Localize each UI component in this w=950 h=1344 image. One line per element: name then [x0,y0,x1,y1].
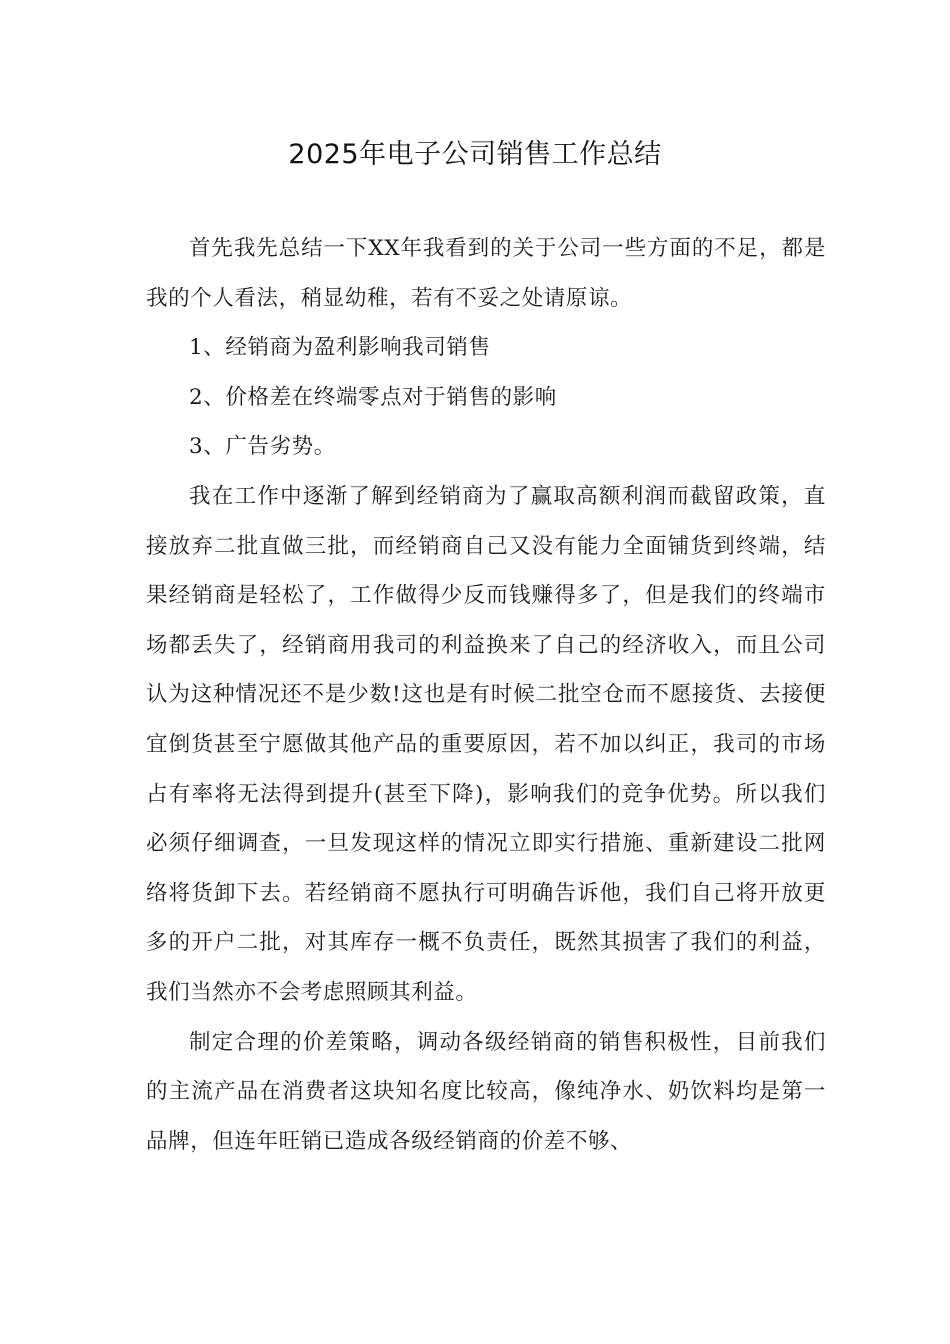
document-title: 2025年电子公司销售工作总结 [288,139,662,170]
list-item-1: 1、经销商为盈利影响我司销售 [189,335,491,361]
paragraph-intro: 首先我先总结一下XX年我看到的关于公司一些方面的不足，都是我的个人看法，稍显幼稚，若有不妥之处请原谅。 [146,236,826,311]
document-body [146,224,826,1166]
list-item-2: 2、价格差在终端零点对于销售的影响 [189,384,557,410]
list-item-3: 3、广告劣势。 [189,434,336,460]
paragraph-pricing-strategy: 制定合理的价差策略，调动各级经销商的销售积极性，目前我们的主流产品在消费者这块知名度比较高，像纯净水、奶饮料均是第一品牌，但连年旺销已造成各级经销商的价差不够、 [146,1029,826,1154]
paragraph-dealer-issue: 我在工作中逐渐了解到经销商为了赢取高额利润而截留政策，直接放弃二批直做三批，而经销商自己又没有能力全面铺货到终端，结果经销商是轻松了，工作做得少反而钱赚得多了，但是我们的终端市场都丢失了，经销商用我司的利益换来了自己的经济收入，而且公司认为这种情况还不是少数!这也是有时候二批空仓而不愿接货、去接便宜倒货甚至宁愿做其他产品的重要原因，若不加以纠正，我司的市场占有率将无法得到提升(甚至下降)，影响我们的竞争优势。所以我们必须仔细调查，一旦发现这样的情况立即实行措施、重新建设二批网络将货卸下去。若经销商不愿执行可明确告诉他，我们自己将开放更多的开户二批，对其库存一概不负责任，既然其损害了我们的利益，我们当然亦不会考虑照顾其利益。 [146,483,826,1005]
